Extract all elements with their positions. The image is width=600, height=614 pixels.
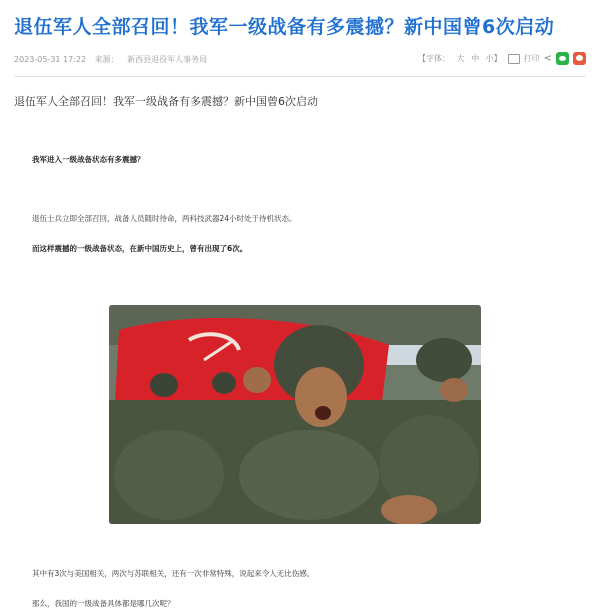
paragraph-3: 而这样震撼的一级战备状态，在新中国历史上，曾有出现了6次。 bbox=[32, 244, 248, 253]
header-divider bbox=[14, 76, 586, 77]
publish-datetime: 2023-05-31 17:22 bbox=[14, 55, 87, 64]
source-name: 新西县退役军人事务局 bbox=[127, 55, 208, 64]
font-medium-button[interactable]: 中 bbox=[471, 54, 480, 63]
font-small-button[interactable]: 小】 bbox=[485, 54, 502, 63]
source-label: 来源： bbox=[94, 55, 119, 64]
paragraph-4: 其中有3次与美国相关，两次与苏联相关，还有一次非常特殊，说起来令人无比伤感。 bbox=[32, 569, 315, 578]
article-headline: 退伍军人全部召回！我军一级战备有多震撼？新中国曾6次启动 bbox=[14, 16, 555, 38]
font-large-button[interactable]: 大 bbox=[456, 54, 465, 63]
paragraph-5: 那么，我国的一级战备具体都是哪几次呢？ bbox=[32, 599, 175, 608]
weibo-icon[interactable] bbox=[573, 52, 586, 65]
share-icon[interactable]: < bbox=[543, 53, 552, 64]
font-size-control bbox=[416, 53, 504, 64]
article-photo bbox=[109, 305, 481, 524]
print-icon[interactable] bbox=[508, 54, 520, 64]
font-label: 【字体： bbox=[417, 54, 450, 63]
print-button[interactable]: 打印 bbox=[523, 54, 540, 63]
wechat-icon[interactable] bbox=[556, 52, 569, 65]
paragraph-2: 退伍士兵立即全部召回，战备人员随时待命，两科技武器24小时处于待机状态。 bbox=[32, 214, 297, 223]
paragraph-1: 我军进入一级战备状态有多震撼？ bbox=[32, 155, 145, 164]
article-meta bbox=[14, 54, 586, 70]
article-subtitle: 退伍军人全部召回！我军一级战备有多震撼？新中国曾6次启动 bbox=[14, 95, 318, 108]
